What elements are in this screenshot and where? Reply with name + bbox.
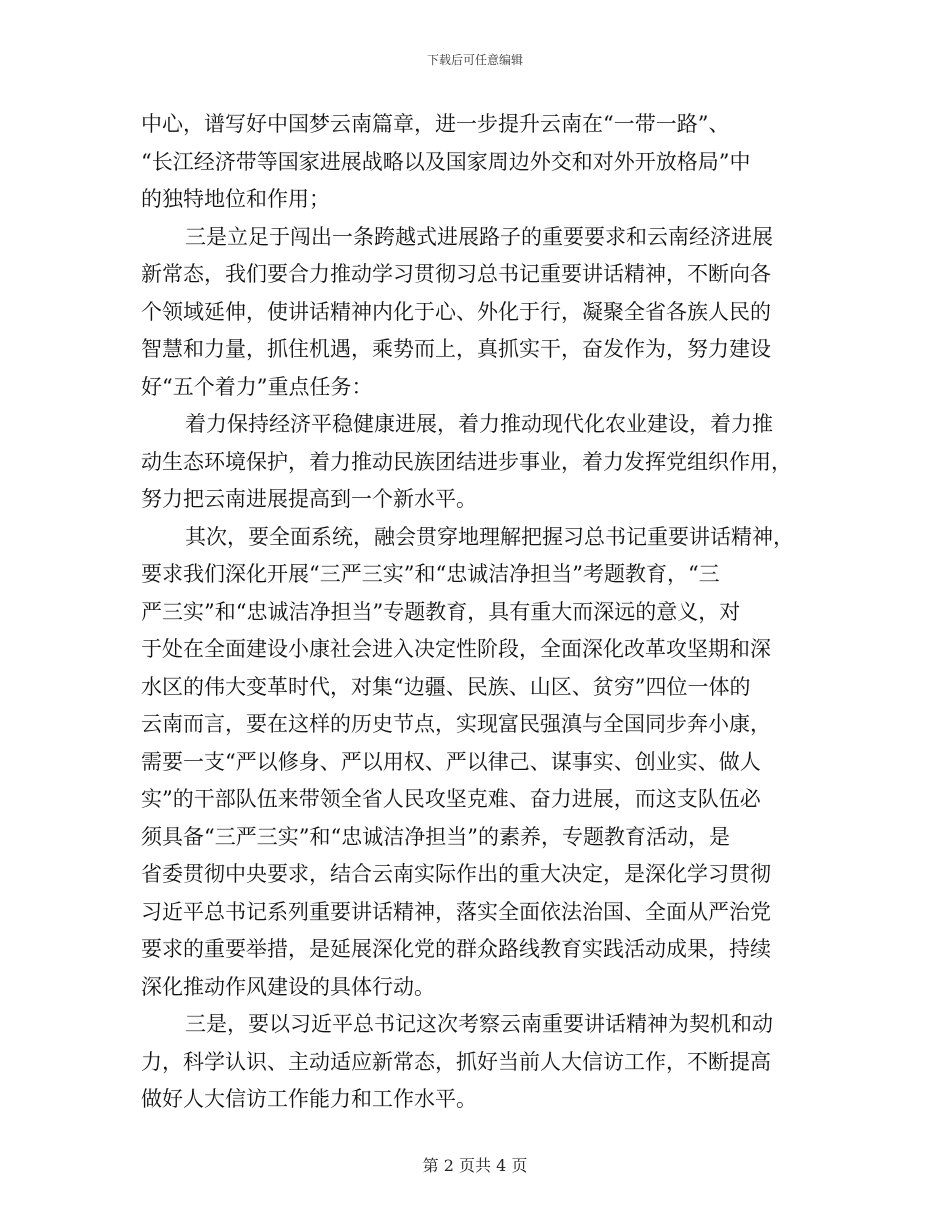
text-line: 习近平总书记系列重要讲话精神，落实全面依法治国、全面从严治党 <box>141 899 771 924</box>
text-line: 云南而言，要在这样的历史节点，实现富民强滇与全国同步奔小康， <box>141 712 771 736</box>
text-line: 好“五个着力”重点任务： <box>141 374 373 399</box>
page-footer: 第 2 页共 4 页 <box>422 1156 528 1175</box>
text-line: 严三实”和“忠诚洁净担当”专题教育，具有重大而深远的意义，对 <box>141 599 741 624</box>
text-line: 实”的干部队伍来带领全省人民攻坚克难、奋力进展，而这支队伍必 <box>141 787 761 811</box>
paragraph <box>141 219 801 407</box>
document-body <box>141 106 801 1119</box>
paragraph <box>141 1006 801 1119</box>
text-line: 需要一支“严以修身、严以用权、严以律己、谋事实、创业实、做人 <box>141 749 761 774</box>
text-line: 的独特地位和作用； <box>141 187 330 211</box>
text-line: 于处在全面建设小康社会进入决定性阶段，全面深化改革攻坚期和深 <box>141 637 771 661</box>
text-line: 着力保持经济平稳健康进展，着力推动现代化农业建设，着力推 <box>185 412 773 436</box>
text-line: “长江经济带等国家进展战略以及国家周边外交和对外开放格局”中 <box>141 149 751 174</box>
text-line: 要求我们深化开展“三严三实”和“忠诚洁净担当”考题教育，“三 <box>141 562 720 586</box>
text-line: 动生态环境保护，着力推动民族团结进步事业，着力发挥党组织作用， <box>141 449 792 474</box>
text-line: 智慧和力量，抓住机遇，乘势而上，真抓实干，奋发作为，努力建设 <box>141 337 771 361</box>
text-line: 新常态，我们要合力推动学习贯彻习总书记重要讲话精神，不断向各 <box>141 262 771 286</box>
text-line: 做好人大信访工作能力和工作水平。 <box>141 1087 477 1111</box>
text-line: 须具备“三严三实”和“忠诚洁净担当”的素养，专题教育活动，是 <box>141 824 730 849</box>
text-line: 中心，谱写好中国梦云南篇章，进一步提升云南在“一带一路”、 <box>141 112 730 136</box>
page-header: 下载后可任意编辑 <box>426 53 523 67</box>
text-line: 其次，要全面系统，融会贯穿地理解把握习总书记重要讲话精神， <box>185 524 794 549</box>
text-line: 要求的重要举措，是延展深化党的群众路线教育实践活动成果，持续 <box>141 937 771 961</box>
text-line: 三是立足于闯出一条跨越式进展路子的重要要求和云南经济进展 <box>185 224 773 249</box>
text-line: 努力把云南进展提高到一个新水平。 <box>141 487 477 511</box>
text-line: 省委贯彻中央要求，结合云南实际作出的重大决定，是深化学习贯彻 <box>141 862 771 886</box>
paragraph <box>141 406 801 519</box>
text-line: 深化推动作风建设的具体行动。 <box>141 974 435 999</box>
text-line: 个领域延伸，使讲话精神内化于心、外化于行，凝聚全省各族人民的 <box>141 299 771 324</box>
text-line: 力，科学认识、主动适应新常态，抓好当前人大信访工作，不断提高 <box>141 1049 771 1074</box>
text-line: 三是，要以习近平总书记这次考察云南重要讲话精神为契机和动 <box>185 1012 773 1036</box>
paragraph <box>141 106 801 219</box>
paragraph <box>141 519 801 1007</box>
text-line: 水区的伟大变革时代，对集“边疆、民族、山区、贫穷”四位一体的 <box>141 674 751 699</box>
